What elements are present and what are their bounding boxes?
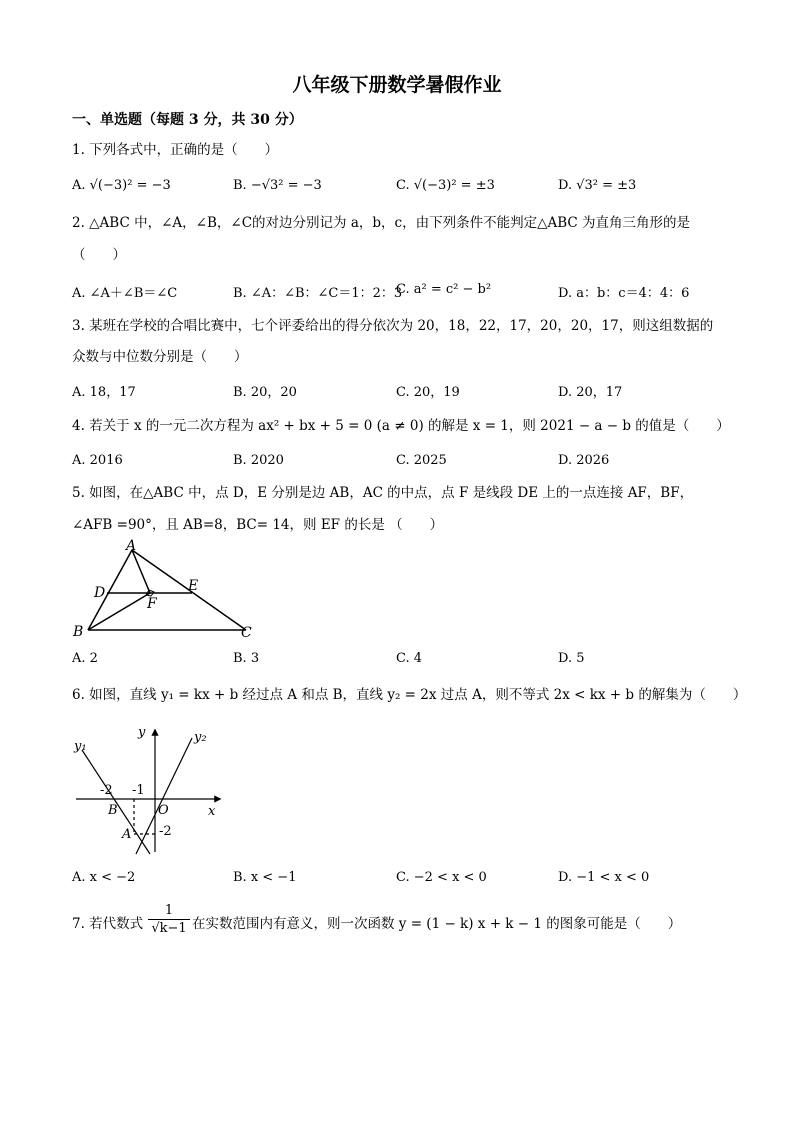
- q2-option-d: D. a：b：c＝4：4：6: [558, 286, 690, 301]
- q3-stem: 3. 某班在学校的合唱比赛中，七个评委给出的得分依次为 20，18，22，17，20，20，17，则这组数据的: [72, 318, 714, 334]
- q5-option-c: C. 4: [396, 651, 423, 666]
- q7-fraction-numerator: 1: [148, 902, 190, 920]
- fig6-label-y: y: [138, 725, 146, 740]
- q2-option-c: C. a² = c² − b²: [396, 282, 492, 297]
- q6-option-d: D. −1 < x < 0: [558, 870, 650, 885]
- fig5-label-d: D: [94, 585, 106, 601]
- q4-option-b: B. 2020: [233, 453, 284, 468]
- q1-option-b: B. −√3² = −3: [233, 178, 322, 193]
- q3-option-a: A. 18，17: [72, 385, 136, 400]
- fig6-label-a: A: [122, 827, 132, 842]
- fig5-label-b: B: [73, 624, 84, 640]
- q2-stem: 2. △ABC 中，∠A，∠B，∠C的对边分别记为 a，b，c，由下列条件不能判定△ABC 为直角三角形的是: [72, 215, 690, 231]
- q4-option-c: C. 2025: [396, 453, 447, 468]
- q3-stem-line2: 众数与中位数分别是（ ）: [72, 349, 248, 365]
- fig6-tick-neg1: -1: [132, 783, 145, 798]
- q5-option-d: D. 5: [558, 651, 585, 666]
- q1-option-a: A. √(−3)² = −3: [72, 178, 171, 193]
- q6-option-a: A. x < −2: [72, 870, 136, 885]
- q2-paren: （ ）: [72, 247, 126, 263]
- q3-option-b: B. 20，20: [233, 385, 297, 400]
- fig5-label-c: C: [241, 625, 252, 641]
- q3-option-d: D. 20，17: [558, 385, 623, 400]
- q5-option-a: A. 2: [72, 651, 98, 666]
- q6-option-c: C. −2 < x < 0: [396, 870, 487, 885]
- q4-option-d: D. 2026: [558, 453, 610, 468]
- fig6-label-x: x: [208, 804, 216, 819]
- fig6-label-y2: y₂: [194, 730, 207, 745]
- q2-option-b: B. ∠A：∠B：∠C＝1：2：3: [233, 286, 403, 301]
- q6-option-b: B. x < −1: [233, 870, 297, 885]
- fig6-label-o: O: [158, 803, 169, 818]
- q2-option-a: A. ∠A＋∠B＝∠C: [72, 286, 178, 301]
- q1-stem: 1. 下列各式中，正确的是（ ）: [72, 142, 279, 158]
- q5-stem-line2: ∠AFB =90°，且 AB=8，BC= 14，则 EF 的长是 （ ）: [72, 517, 444, 533]
- fig5-label-a: A: [126, 538, 137, 554]
- q7-suffix: 在实数范围内有意义，则一次函数 y = (1 − k) x + k − 1 的图象可能是（ ）: [192, 916, 682, 932]
- section-heading: 一、单选题（每题 3 分，共 30 分）: [72, 112, 303, 128]
- fig6-label-y1: y₁: [74, 739, 87, 754]
- q7-fraction-denominator: √k−1: [151, 921, 187, 936]
- q4-option-a: A. 2016: [72, 453, 123, 468]
- q3-option-c: C. 20，19: [396, 385, 460, 400]
- q4-stem: 4. 若关于 x 的一元二次方程为 ax² + bx + 5 = 0 (a ≠ 0) 的解是 x = 1，则 2021 − a − b 的值是（ ）: [72, 418, 730, 434]
- fig6-tick-y-neg2: -2: [159, 824, 172, 839]
- q7-prefix: 7. 若代数式: [72, 916, 144, 932]
- triangle-figure: [70, 538, 270, 644]
- fig6-label-b: B: [108, 803, 118, 818]
- q1-option-c: C. √(−3)² = ±3: [396, 178, 495, 193]
- linear-graph-figure: [70, 722, 230, 856]
- q5-stem: 5. 如图，在△ABC 中，点 D，E 分别是边 AB，AC 的中点，点 F 是线段 DE 上的一点连接 AF，BF，: [72, 485, 694, 501]
- q6-stem: 6. 如图，直线 y₁ = kx + b 经过点 A 和点 B，直线 y₂ = 2x 过点 A，则不等式 2x < kx + b 的解集为（ ）: [72, 687, 747, 703]
- fig5-label-e: E: [188, 578, 199, 594]
- q5-option-b: B. 3: [233, 651, 260, 666]
- q7-fraction: [148, 902, 190, 937]
- page-title: 八年级下册数学暑假作业: [292, 74, 502, 96]
- fig5-label-f: F: [147, 596, 157, 612]
- q1-option-d: D. √3² = ±3: [558, 178, 637, 193]
- fig6-tick-neg2: -2: [100, 783, 113, 798]
